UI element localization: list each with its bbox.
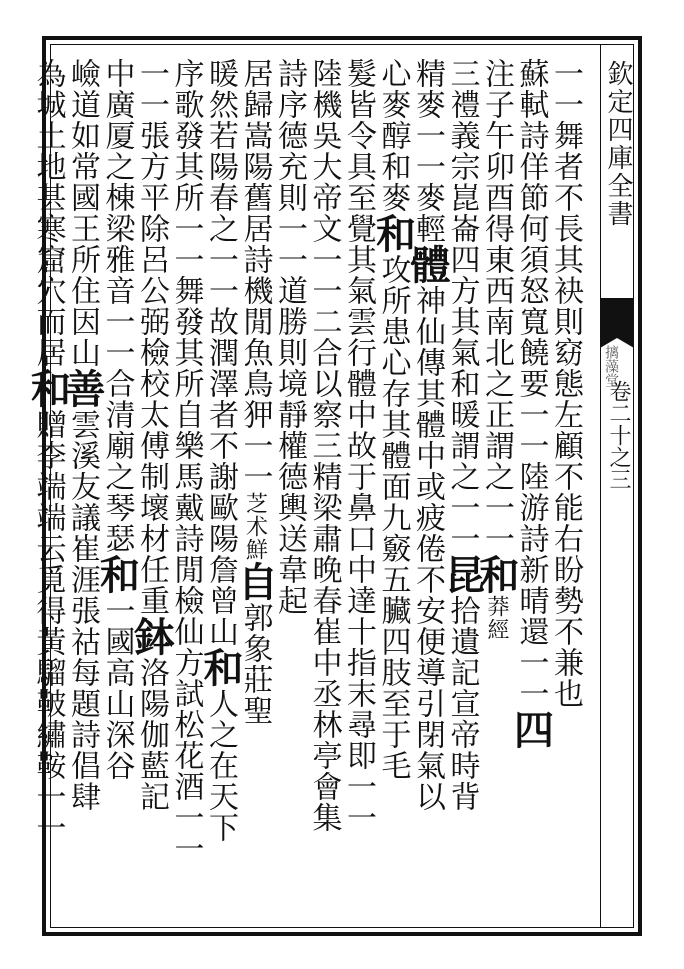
column-text: 洛陽伽藍記 xyxy=(134,657,169,812)
column-text: 雲溪友議崔涯張祜每題詩倡肆 xyxy=(65,409,100,812)
entry-headword: 和 xyxy=(369,213,417,254)
text-column xyxy=(197,58,244,920)
spine-volume: 卷二十之三 xyxy=(606,380,631,490)
column-text: 贈李端端云覓得黃騮鞁繡鞍一一 xyxy=(30,409,66,843)
text-column xyxy=(473,58,520,920)
column-text: 嶮道如常國王所住因山 xyxy=(65,58,100,368)
column-text: 一一舞者不長其袂則窈態左顧不能右盼勢不兼也 xyxy=(548,58,583,709)
text-column xyxy=(24,58,72,920)
column-text: 居歸嵩陽舊居詩機閒魚鳥狎一一 xyxy=(237,58,273,492)
entry-headword: 自 xyxy=(231,561,279,602)
entry-headword: 和 xyxy=(473,554,520,595)
column-text: 郭象莊聖 xyxy=(237,602,273,726)
text-column xyxy=(369,58,417,920)
small-note: 芝术鮮 xyxy=(242,492,268,561)
column-text: 注子午卯酉得東西南北之正謂之一一 xyxy=(479,58,514,554)
entry-headword: 體 xyxy=(404,244,451,285)
column-text: 拾遺記宣帝時背 xyxy=(444,595,480,812)
entry-headword: 昆 xyxy=(438,554,486,595)
column-text: 髮皆令具至覺其氣雲行體中故于鼻口中達十指末尋即一一 xyxy=(341,58,376,833)
small-note: 莽經 xyxy=(484,595,509,641)
entry-headword: 和 xyxy=(24,368,72,409)
column-text: 詩序德充則一一道勝則境靜權德輿送韋起 xyxy=(272,58,307,616)
text-column xyxy=(548,58,582,920)
text-column xyxy=(507,58,555,920)
column-text: 三禮義宗崑崙四方其氣和暖謂之一一 xyxy=(444,58,480,554)
entry-headword: 鉢 xyxy=(128,616,175,657)
column-text: 精麥一一麥輕 xyxy=(410,58,445,244)
column-text: 蘇軾詩佯節何須怒寬饒要一一陸游詩新晴還一一 xyxy=(513,58,549,709)
text-column xyxy=(307,58,341,920)
entry-headword: 四 xyxy=(507,709,555,750)
column-text: 一國高山深谷 xyxy=(99,595,135,781)
text-column xyxy=(231,58,279,920)
entry-headword: 和 xyxy=(93,554,141,595)
column-text: 神仙傳其體中或疲倦不安便導引閉氣以 xyxy=(410,285,445,812)
text-column xyxy=(272,58,306,920)
spine-side-text: 摛藻堂 xyxy=(603,345,619,387)
column-text: 序歌發其所一一舞發其所自樂馬戴詩閒檢仙方試松花酒一一 xyxy=(168,58,204,864)
spine-title: 欽定四庫全書 xyxy=(603,60,633,228)
column-text: 人之在天下 xyxy=(203,688,238,843)
text-column xyxy=(128,58,175,920)
fish-tail-ornament xyxy=(600,298,634,338)
column-text: 為城土地甚寒窟穴而居 xyxy=(30,58,66,368)
column-text: 攻所患心存其體面九竅五臟四肢至于毛 xyxy=(375,254,411,781)
entry-headword: 和 xyxy=(197,647,244,688)
text-column xyxy=(59,58,106,920)
text-column xyxy=(438,58,486,920)
entry-headword: 善 xyxy=(59,368,106,409)
text-column xyxy=(93,58,141,920)
column-text: 心麥醇和麥 xyxy=(375,58,411,213)
column-text: 陸機吳大帝文一一二合以察三精梁肅晚春崔中丞林亭會集 xyxy=(306,58,342,833)
column-text: 暖然若陽春之一一故潤澤者不謝歐陽詹曾山 xyxy=(203,58,238,647)
text-column xyxy=(169,58,203,920)
text-column xyxy=(404,58,451,920)
column-text: 中廣厦之棟梁雅音一一合清廟之琴瑟 xyxy=(99,58,135,554)
column-text: 一一張方平除呂公弼檢校太傅制壞材任重 xyxy=(134,58,169,616)
text-column xyxy=(341,58,375,920)
